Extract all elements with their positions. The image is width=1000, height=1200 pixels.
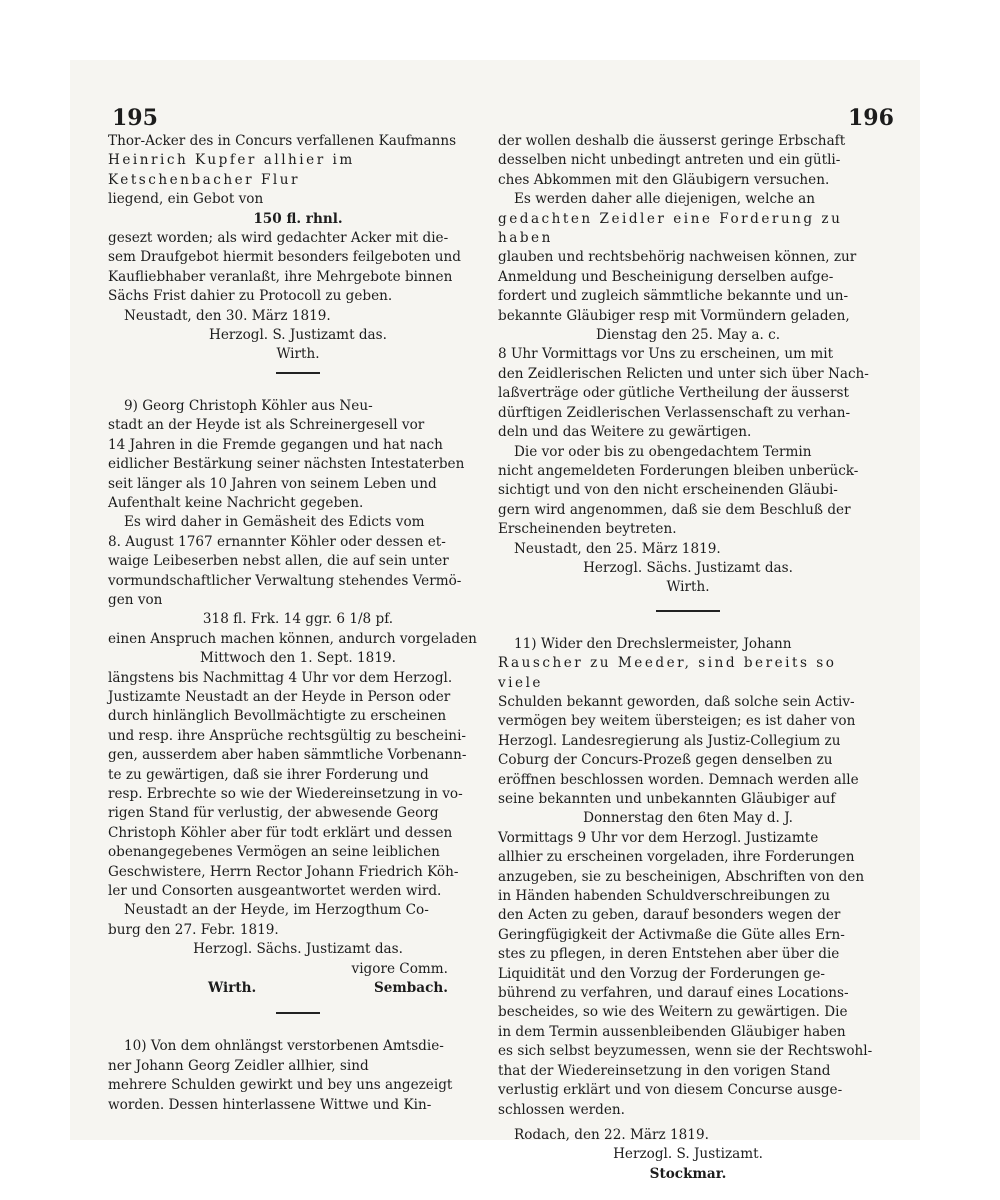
text-line: nicht angemeldeten Forderungen bleiben unberück- (498, 462, 859, 479)
spacer (108, 383, 488, 397)
signature-name: Stockmar. (649, 1165, 727, 1182)
text-line: gesezt worden; als wird gedachter Acker mit die- (108, 230, 449, 247)
page-number-left: 195 (112, 105, 158, 131)
page-number-right: 196 (848, 105, 894, 131)
text-line: Anmeldung und Bescheinigung derselben aufge- (498, 268, 834, 285)
text-line: dürftigen Zeidlerischen Verlassenschaft zu verhan- (498, 404, 851, 421)
text-line: gen, ausserdem aber haben sämmtliche Vorbenann- (108, 747, 467, 764)
signature-row (108, 979, 488, 998)
text-line: Es werden daher alle diejenigen, welche an (514, 191, 816, 208)
text-line: seit länger als 10 Jahren von seinem Leben und (108, 475, 437, 492)
text-line: 14 Jahren in die Fremde gegangen und hat nach (108, 436, 443, 453)
signature-office: Herzogl. Sächs. Justizamt das. (583, 559, 793, 576)
text-line: durch hinlänglich Bevollmächtigte zu erscheinen (108, 708, 447, 725)
spacer (108, 1023, 488, 1037)
text-line: eröffnen beschlossen worden. Demnach werden alle (498, 771, 859, 788)
amount-line: 150 fl. rhnl. (253, 210, 343, 227)
date-line: Rodach, den 22. März 1819. (514, 1126, 709, 1143)
separator-rule (656, 610, 720, 612)
text-line: bührend zu verfahren, und darauf eines Locations- (498, 985, 849, 1002)
left-column (108, 132, 488, 1115)
text-line: fordert und zugleich sämmtliche bekannte und un- (498, 288, 849, 305)
text-line: in Händen habenden Schuldverschreibungen zu (498, 888, 831, 905)
text-line: Christoph Köhler aber für todt erklärt und dessen (108, 824, 453, 841)
text-line: Thor-Acker des in Concurs verfallenen Kaufmanns (108, 133, 457, 149)
text-line: Die vor oder bis zu obengedachtem Termin (514, 443, 812, 460)
signature-note: vigore Comm. (351, 960, 448, 977)
signature-office: Herzogl. Sächs. Justizamt das. (193, 941, 403, 958)
right-column (498, 132, 878, 1184)
text-line: 8. August 1767 ernannter Köhler oder dessen et- (108, 533, 446, 550)
text-line: in dem Termin aussenbleibenden Gläubiger haben (498, 1023, 846, 1040)
notice-heading: 11) Wider den Drechslermeister, Johann (514, 635, 792, 652)
text-line: glauben und rechtsbehörig nachweisen können, zur (498, 249, 857, 266)
text-line: te zu gewärtigen, daß sie ihrer Forderung und (108, 766, 429, 783)
text-line: Geringfügigkeit der Activmaße die Güte alles Ern- (498, 926, 845, 943)
separator-rule (276, 1012, 320, 1014)
text-line: 8 Uhr Vormittags vor Uns zu erscheinen, um mit (498, 346, 834, 363)
text-line: einen Anspruch machen können, andurch vorgeladen (108, 630, 477, 647)
text-line: sichtigt und von den nicht erscheinenden Gläubi- (498, 482, 838, 499)
text-line: desselben nicht unbedingt antreten und ein gütli- (498, 152, 841, 169)
text-line: Coburg der Concurs-Prozeß gegen denselben zu (498, 752, 833, 769)
text-line: den Acten zu geben, darauf besonders wegen der (498, 907, 841, 924)
signature-name: Wirth. (208, 980, 257, 997)
text-line: Vormittags 9 Uhr vor dem Herzogl. Justizamte (498, 829, 819, 846)
separator-rule (276, 372, 320, 374)
text-line: Schulden bekannt geworden, daß solche sein Activ- (498, 693, 855, 710)
signature-office: Herzogl. S. Justizamt. (613, 1146, 763, 1163)
text-line: längstens bis Nachmittag 4 Uhr vor dem Herzogl. (108, 669, 453, 686)
text-line: Liquidität und den Vorzug der Forderungen ge- (498, 965, 825, 982)
text-line: Sächs Frist dahier zu Protocoll zu geben. (108, 288, 393, 305)
date-line: burg den 27. Febr. 1819. (108, 921, 279, 938)
text-line: der wollen deshalb die äusserst geringe Erbschaft (498, 133, 846, 149)
text-line: obenangegebenes Vermögen an seine leiblichen (108, 844, 440, 861)
text-line: gedachten Zeidler eine Forderung zu haben (498, 210, 843, 247)
text-line: stes zu pflegen, in deren Entstehen aber über die (498, 946, 840, 963)
text-line: verlustig erklärt und von diesem Concurse ausge- (498, 1082, 843, 1099)
text-line: deln und das Weitere zu gewärtigen. (498, 424, 752, 441)
text-line: schlossen werden. (498, 1101, 625, 1118)
text-line: Justizamte Neustadt an der Heyde in Person oder (108, 688, 451, 705)
text-line: Herzogl. Landesregierung als Justiz-Collegium zu (498, 732, 841, 749)
text-line: eidlicher Bestärkung seiner nächsten Intestaterben (108, 456, 465, 473)
text-line: liegend, ein Gebot von (108, 191, 264, 208)
text-line: Aufenthalt keine Nachricht gegeben. (108, 494, 364, 511)
text-line: vermögen bey weitem übersteigen; es ist daher von (498, 713, 856, 730)
date-line: Mittwoch den 1. Sept. 1819. (200, 650, 396, 667)
text-line: laßverträge oder gütliche Vertheilung der äusserst (498, 385, 849, 402)
notice-heading: 10) Von dem ohnlängst verstorbenen Amtsdie- (124, 1038, 444, 1055)
text-line: bescheides, so wie des Weitern zu gewärtigen. Die (498, 1004, 848, 1021)
text-line: bekannte Gläubiger resp mit Vormündern geladen, (498, 307, 850, 324)
date-line: Neustadt an der Heyde, im Herzogthum Co- (124, 902, 429, 919)
text-line: that der Wiedereinsetzung in den vorigen Stand (498, 1062, 831, 1079)
text-line: rigen Stand für verlustig, der abwesende Georg (108, 805, 439, 822)
text-line: Geschwistere, Herrn Rector Johann Friedrich Köh- (108, 863, 459, 880)
text-line: Es wird daher in Gemäsheit des Edicts vom (124, 514, 425, 531)
text-line: sem Draufgebot hiermit besonders feilgeboten und (108, 249, 462, 266)
text-line: allhier zu erscheinen vorgeladen, ihre Forderungen (498, 849, 855, 866)
notice-heading: 9) Georg Christoph Köhler aus Neu- (124, 397, 373, 414)
text-line: gen von (108, 591, 163, 608)
text-line: Rauscher zu Meeder, sind bereits so viele (498, 655, 837, 691)
date-line: Donnerstag den 6ten May d. J. (583, 810, 793, 827)
text-line: vormundschaftlicher Verwaltung stehendes Vermö- (108, 572, 462, 589)
signature-office: Herzogl. S. Justizamt das. (209, 327, 387, 344)
text-line: Erscheinenden beytreten. (498, 521, 677, 538)
text-line: Heinrich Kupfer allhier im Ketschenbacher Flur (108, 152, 355, 188)
text-line: waige Leibeserben nebst allen, die auf sein unter (108, 553, 449, 570)
text-line: den Zeidlerischen Relicten und unter sich über Nach- (498, 365, 869, 382)
signature-name: Wirth. (666, 579, 710, 596)
text-line: Kaufliebhaber veranlaßt, ihre Mehrgebote binnen (108, 268, 453, 285)
text-line: ler und Consorten ausgeantwortet werden wird. (108, 883, 442, 900)
text-line: ner Johann Georg Zeidler allhier, sind (108, 1057, 369, 1074)
text-line: worden. Dessen hinterlassene Wittwe und Kin- (108, 1096, 432, 1113)
date-line: Neustadt, den 30. März 1819. (124, 307, 331, 324)
text-line: resp. Erbrechte so wie der Wiedereinsetzung in vo- (108, 786, 463, 802)
spacer (498, 621, 878, 635)
text-line: mehrere Schulden gewirkt und bey uns angezeigt (108, 1077, 453, 1094)
signature-name: Sembach. (373, 980, 448, 997)
date-line: Dienstag den 25. May a. c. (595, 327, 781, 344)
text-line: gern wird angenommen, daß sie dem Beschluß der (498, 501, 851, 518)
signature-name: Wirth. (276, 346, 320, 363)
text-line: und resp. ihre Ansprüche rechtsgültig zu bescheini- (108, 727, 467, 744)
text-line: es sich selbst beyzumessen, wenn sie der Rechtswohl- (498, 1043, 873, 1060)
amount-line: 318 fl. Frk. 14 ggr. 6 1/8 pf. (202, 611, 394, 628)
text-line: anzugeben, sie zu bescheinigen, Abschriften von den (498, 868, 865, 885)
date-line: Neustadt, den 25. März 1819. (514, 540, 721, 557)
text-line: stadt an der Heyde ist als Schreinergesell vor (108, 417, 425, 434)
text-line: ches Abkommen mit den Gläubigern versuchen. (498, 171, 830, 188)
text-line: seine bekannten und unbekannten Gläubiger auf (498, 791, 836, 807)
